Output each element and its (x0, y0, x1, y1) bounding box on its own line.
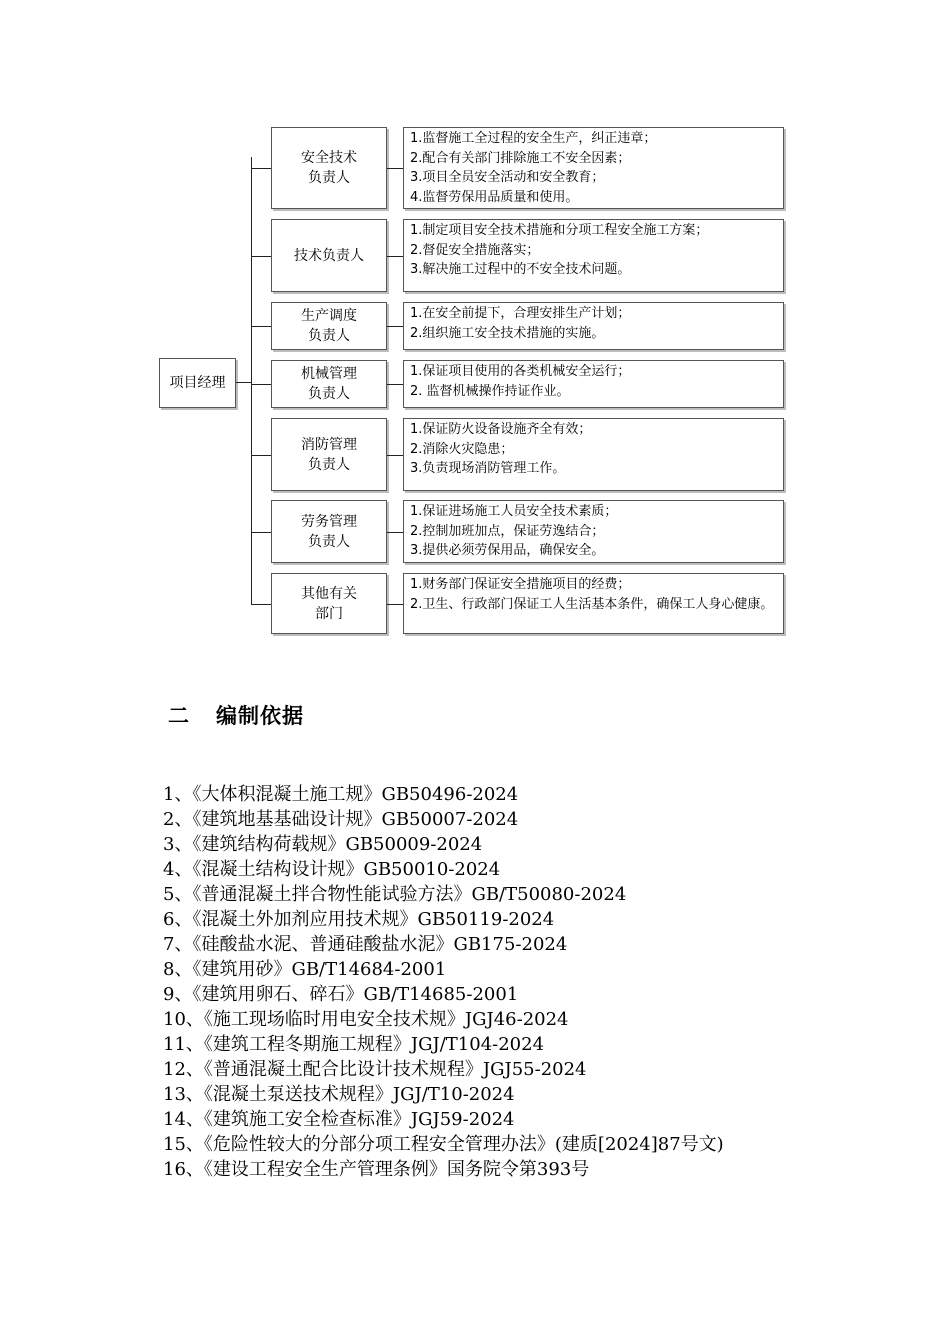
duty-item: 1.保证项目使用的各类机械安全运行； (410, 364, 631, 379)
duty-item: 2.卫生、行政部门保证工人生活基本条件，确保工人身心健康。 (410, 596, 774, 612)
connector-duty (387, 256, 403, 257)
role-label: 消防管理 负责人 (301, 436, 357, 473)
role-node (271, 302, 387, 350)
duty-item: 3.负责现场消防管理工作。 (410, 461, 566, 476)
reference-item: 13、《混凝土泵送技术规程》JGJ/T10-2024 (163, 1084, 515, 1105)
reference-item: 4、《混凝土结构设计规》GB50010-2024 (163, 859, 501, 880)
section-heading (168, 700, 304, 730)
connector-branch (251, 256, 271, 257)
connector-branch (251, 455, 271, 456)
role-node (271, 573, 387, 634)
duty-item: 1.财务部门保证安全措施项目的经费； (410, 577, 631, 592)
reference-item: 6、《混凝土外加剂应用技术规》GB50119-2024 (163, 909, 555, 930)
connector-duty (387, 326, 403, 327)
reference-item: 7、《硅酸盐水泥、普通硅酸盐水泥》GB175-2024 (163, 934, 568, 955)
reference-item: 11、《建筑工程冬期施工规程》JGJ/T104-2024 (163, 1034, 545, 1055)
role-label: 技术负责人 (294, 247, 364, 264)
role-node (271, 360, 387, 408)
section-title: 编制依据 (216, 704, 304, 728)
role-node (271, 127, 387, 209)
role-node (271, 418, 387, 491)
duty-box (403, 360, 784, 408)
duty-item: 2.控制加班加点，保证劳逸结合； (410, 523, 605, 539)
role-label: 其他有关 部门 (301, 585, 357, 622)
reference-item: 1、《大体积混凝土施工规》GB50496-2024 (163, 784, 519, 805)
connector-branch (251, 326, 271, 327)
duty-item: 1.在安全前提下，合理安排生产计划； (410, 306, 631, 321)
reference-item: 5、《普通混凝土拌合物性能试验方法》GB/T50080-2024 (163, 884, 627, 905)
role-label: 机械管理 负责人 (301, 366, 357, 402)
duty-item: 2.组织施工安全技术措施的实施。 (410, 325, 605, 341)
connector-root (236, 382, 251, 383)
connector-duty (387, 604, 403, 605)
connector-spine (251, 157, 252, 604)
duty-item: 1.保证进场施工人员安全技术素质； (410, 504, 618, 519)
duty-box (403, 302, 784, 350)
role-node (271, 219, 387, 292)
role-label: 安全技术 负责人 (301, 150, 357, 186)
reference-item: 10、《施工现场临时用电安全技术规》JGJ46-2024 (163, 1009, 569, 1030)
root-node-label: 项目经理 (169, 375, 226, 391)
duty-item: 2.配合有关部门排除施工不安全因素； (410, 150, 631, 166)
duty-item: 2.督促安全措施落实； (410, 242, 540, 258)
reference-item: 8、《建筑用砂》GB/T14684-2001 (163, 959, 447, 980)
connector-branch (251, 168, 271, 169)
connector-branch (251, 532, 271, 533)
connector-duty (387, 168, 403, 169)
role-label: 生产调度 负责人 (301, 308, 357, 344)
reference-item: 14、《建筑施工安全检查标准》JGJ59-2024 (163, 1109, 515, 1130)
connector-duty (387, 532, 403, 533)
connector-branch (251, 384, 271, 385)
duty-box (403, 573, 784, 634)
role-node (271, 500, 387, 563)
reference-item: 2、《建筑地基基础设计规》GB50007-2024 (163, 809, 519, 830)
connector-duty (387, 384, 403, 385)
duty-box (403, 127, 784, 209)
reference-item: 15、《危险性较大的分部分项工程安全管理办法》(建质[2024]87号文) (163, 1134, 724, 1155)
reference-item: 16、《建设工程安全生产管理条例》国务院令第393号 (163, 1159, 590, 1180)
duty-box (403, 418, 784, 491)
duty-box (403, 500, 784, 563)
duty-item: 2.消除火灾隐患； (410, 441, 514, 457)
duty-box (403, 219, 784, 292)
reference-list (118, 782, 838, 1182)
duty-item: 3.项目全员安全活动和安全教育； (410, 170, 605, 185)
connector-branch (251, 604, 271, 605)
reference-item: 12、《普通混凝土配合比设计技术规程》JGJ55-2024 (163, 1059, 587, 1080)
section-number: 二 (168, 704, 190, 728)
duty-item: 1.保证防火设备设施齐全有效； (410, 422, 592, 437)
duty-item: 2. 监督机械操作持证作业。 (410, 383, 570, 399)
duty-item: 3.提供必须劳保用品，确保安全。 (410, 543, 605, 558)
reference-item: 9、《建筑用卵石、碎石》GB/T14685-2001 (163, 984, 519, 1005)
connector-duty (387, 455, 403, 456)
duty-item: 3.解决施工过程中的不安全技术问题。 (410, 262, 631, 277)
role-label: 劳务管理 负责人 (301, 513, 357, 550)
root-node-project-manager (159, 358, 236, 408)
duty-item: 4.监督劳保用品质量和使用。 (410, 189, 579, 205)
reference-item: 3、《建筑结构荷载规》GB50009-2024 (163, 834, 483, 855)
duty-item: 1.监督施工全过程的安全生产，纠正违章； (410, 131, 657, 146)
duty-item: 1.制定项目安全技术措施和分项工程安全施工方案； (410, 223, 709, 238)
